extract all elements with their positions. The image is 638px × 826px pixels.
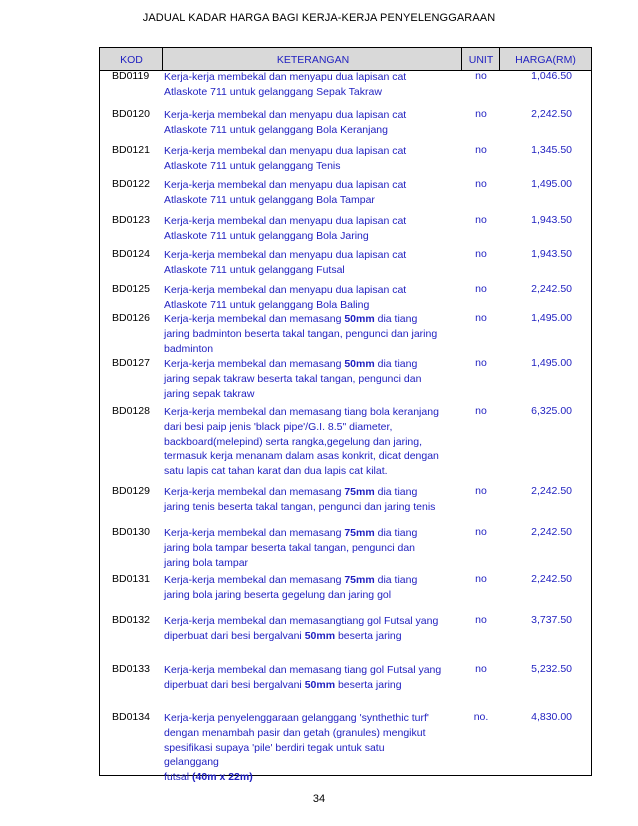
keterangan-line: Kerja-kerja membekal dan menyapu dua lapisan cat — [164, 71, 407, 83]
row-kod: BD0133 — [112, 663, 150, 675]
keterangan-line: Atlaskote 711 untuk gelanggang Bola Baling — [164, 298, 370, 311]
row-unit: no — [475, 283, 487, 295]
row-harga: 2,242.50 — [531, 108, 572, 120]
row-kod: BD0127 — [112, 357, 150, 369]
keterangan-line: backboard(melepind) serta rangka,gegelung dan jaring, — [164, 435, 422, 448]
row-harga: 1,046.50 — [531, 70, 572, 82]
row-unit: no — [475, 108, 487, 120]
row-harga: 5,232.50 — [531, 663, 572, 675]
row-kod: BD0131 — [112, 573, 150, 585]
row-kod: BD0125 — [112, 283, 150, 295]
row-harga: 1,345.50 — [531, 144, 572, 156]
row-harga: 4,830.00 — [531, 711, 572, 723]
row-unit: no — [475, 526, 487, 538]
row-keterangan — [164, 573, 442, 603]
keterangan-line: diperbuat dari besi bergalvani 50mm beserta jaring — [164, 629, 402, 642]
keterangan-line: Kerja-kerja membekal dan memasang tiang bola keranjang — [164, 406, 439, 418]
row-harga: 2,242.50 — [531, 283, 572, 295]
header-unit: UNIT — [468, 54, 494, 66]
keterangan-line: Kerja-kerja penyelenggaraan gelanggang 'synthethic turf' — [164, 712, 429, 724]
keterangan-line: Atlaskote 711 untuk gelanggang Sepak Takraw — [164, 85, 382, 98]
row-unit: no — [475, 248, 487, 260]
table-header — [99, 47, 592, 71]
row-harga: 1,495.00 — [531, 178, 572, 190]
keterangan-line: badminton — [164, 342, 214, 355]
row-keterangan — [164, 248, 442, 278]
row-keterangan — [164, 711, 442, 785]
keterangan-line: Atlaskote 711 untuk gelanggang Bola Tampar — [164, 193, 375, 206]
row-kod: BD0124 — [112, 248, 150, 260]
keterangan-line: Kerja-kerja membekal dan menyapu dua lapisan cat — [164, 145, 407, 157]
row-unit: no — [475, 178, 487, 190]
row-keterangan — [164, 526, 442, 570]
row-keterangan — [164, 614, 442, 644]
keterangan-line: Kerja-kerja membekal dan menyapu dua lapisan cat — [164, 179, 407, 191]
row-unit: no — [475, 485, 487, 497]
keterangan-line: jaring sepak takraw — [164, 387, 255, 400]
header-kod: KOD — [120, 54, 143, 66]
row-kod: BD0122 — [112, 178, 150, 190]
row-keterangan — [164, 70, 442, 100]
keterangan-line: dengan menambah pasir dan getah (granules) mengikut — [164, 726, 426, 739]
row-kod: BD0130 — [112, 526, 150, 538]
keterangan-line: termasuk kerja menanam dalam asas konkrit, dicat dengan — [164, 450, 439, 463]
keterangan-line: futsal (40m x 22m) — [164, 771, 253, 784]
keterangan-line: jaring bola tampar — [164, 556, 249, 569]
keterangan-line: satu lapis cat tahan karat dan dua lapis cat kilat. — [164, 465, 388, 478]
keterangan-line: Kerja-kerja membekal dan menyapu dua lapisan cat — [164, 109, 407, 121]
row-unit: no — [475, 144, 487, 156]
row-keterangan — [164, 405, 442, 479]
keterangan-line: Kerja-kerja membekal dan memasang 75mm dia tiang — [164, 527, 418, 539]
keterangan-line: Kerja-kerja membekal dan memasangtiang gol Futsal yang — [164, 615, 439, 627]
keterangan-line: Atlaskote 711 untuk gelanggang Bola Jaring — [164, 229, 369, 242]
keterangan-line: Kerja-kerja membekal dan memasang tiang gol Futsal yang — [164, 664, 442, 676]
row-keterangan — [164, 485, 442, 515]
row-harga: 2,242.50 — [531, 485, 572, 497]
header-harga: HARGA(RM) — [515, 54, 576, 66]
row-harga: 1,943.50 — [531, 248, 572, 260]
keterangan-line: jaring bola jaring beserta gegelung dan jaring gol — [164, 588, 392, 601]
row-unit: no — [475, 614, 487, 626]
keterangan-line: jaring bola tampar beserta takal tangan, pengunci dan — [164, 541, 416, 554]
row-unit: no — [475, 357, 487, 369]
row-unit: no — [475, 405, 487, 417]
row-keterangan — [164, 312, 442, 356]
header-keterangan: KETERANGAN — [276, 54, 350, 66]
row-keterangan — [164, 283, 442, 313]
page-number: 34 — [312, 793, 326, 805]
keterangan-line: Kerja-kerja membekal dan menyapu dua lapisan cat — [164, 249, 407, 261]
row-kod: BD0126 — [112, 312, 150, 324]
keterangan-line: Atlaskote 711 untuk gelanggang Bola Keranjang — [164, 123, 388, 136]
row-harga: 1,495.00 — [531, 357, 572, 369]
row-keterangan — [164, 663, 442, 693]
header-divider — [461, 47, 462, 71]
row-keterangan — [164, 214, 442, 244]
keterangan-line: Kerja-kerja membekal dan memasang 50mm dia tiang — [164, 358, 418, 370]
row-kod: BD0134 — [112, 711, 150, 723]
keterangan-line: dari besi paip jenis 'black pipe'/G.I. 8.5" diameter, — [164, 420, 393, 433]
row-kod: BD0120 — [112, 108, 150, 120]
header-divider — [499, 47, 500, 71]
row-harga: 1,495.00 — [531, 312, 572, 324]
keterangan-line: diperbuat dari besi bergalvani 50mm beserta jaring — [164, 678, 402, 691]
page-title: JADUAL KADAR HARGA BAGI KERJA-KERJA PENYELENGGARAAN — [142, 12, 496, 24]
row-unit: no — [475, 573, 487, 585]
keterangan-line: spesifikasi supaya 'pile' berdiri tegak untuk satu gelanggang — [164, 741, 385, 769]
row-harga: 2,242.50 — [531, 573, 572, 585]
header-divider — [162, 47, 163, 71]
keterangan-line: Atlaskote 711 untuk gelanggang Futsal — [164, 263, 345, 276]
row-kod: BD0128 — [112, 405, 150, 417]
row-harga: 1,943.50 — [531, 214, 572, 226]
row-kod: BD0129 — [112, 485, 150, 497]
keterangan-line: jaring badminton beserta takal tangan, pengunci dan jaring — [164, 327, 438, 340]
row-harga: 6,325.00 — [531, 405, 572, 417]
row-harga: 3,737.50 — [531, 614, 572, 626]
row-kod: BD0123 — [112, 214, 150, 226]
row-kod: BD0132 — [112, 614, 150, 626]
keterangan-line: Kerja-kerja membekal dan memasang 50mm dia tiang — [164, 313, 418, 325]
keterangan-line: jaring tenis beserta takal tangan, pengunci dan jaring tenis — [164, 500, 436, 513]
row-unit: no — [475, 214, 487, 226]
keterangan-line: jaring sepak takraw beserta takal tangan, pengunci dan — [164, 372, 422, 385]
keterangan-line: Kerja-kerja membekal dan menyapu dua lapisan cat — [164, 284, 407, 296]
row-kod: BD0121 — [112, 144, 150, 156]
row-unit: no — [475, 70, 487, 82]
row-unit: no. — [473, 711, 489, 723]
keterangan-line: Kerja-kerja membekal dan menyapu dua lapisan cat — [164, 215, 407, 227]
row-keterangan — [164, 357, 442, 401]
keterangan-line: Atlaskote 711 untuk gelanggang Tenis — [164, 159, 341, 172]
row-harga: 2,242.50 — [531, 526, 572, 538]
row-keterangan — [164, 178, 442, 208]
row-unit: no — [475, 312, 487, 324]
keterangan-line: Kerja-kerja membekal dan memasang 75mm dia tiang — [164, 574, 418, 586]
row-keterangan — [164, 108, 442, 138]
row-unit: no — [475, 663, 487, 675]
row-keterangan — [164, 144, 442, 174]
keterangan-line: Kerja-kerja membekal dan memasang 75mm dia tiang — [164, 486, 418, 498]
row-kod: BD0119 — [112, 70, 150, 82]
